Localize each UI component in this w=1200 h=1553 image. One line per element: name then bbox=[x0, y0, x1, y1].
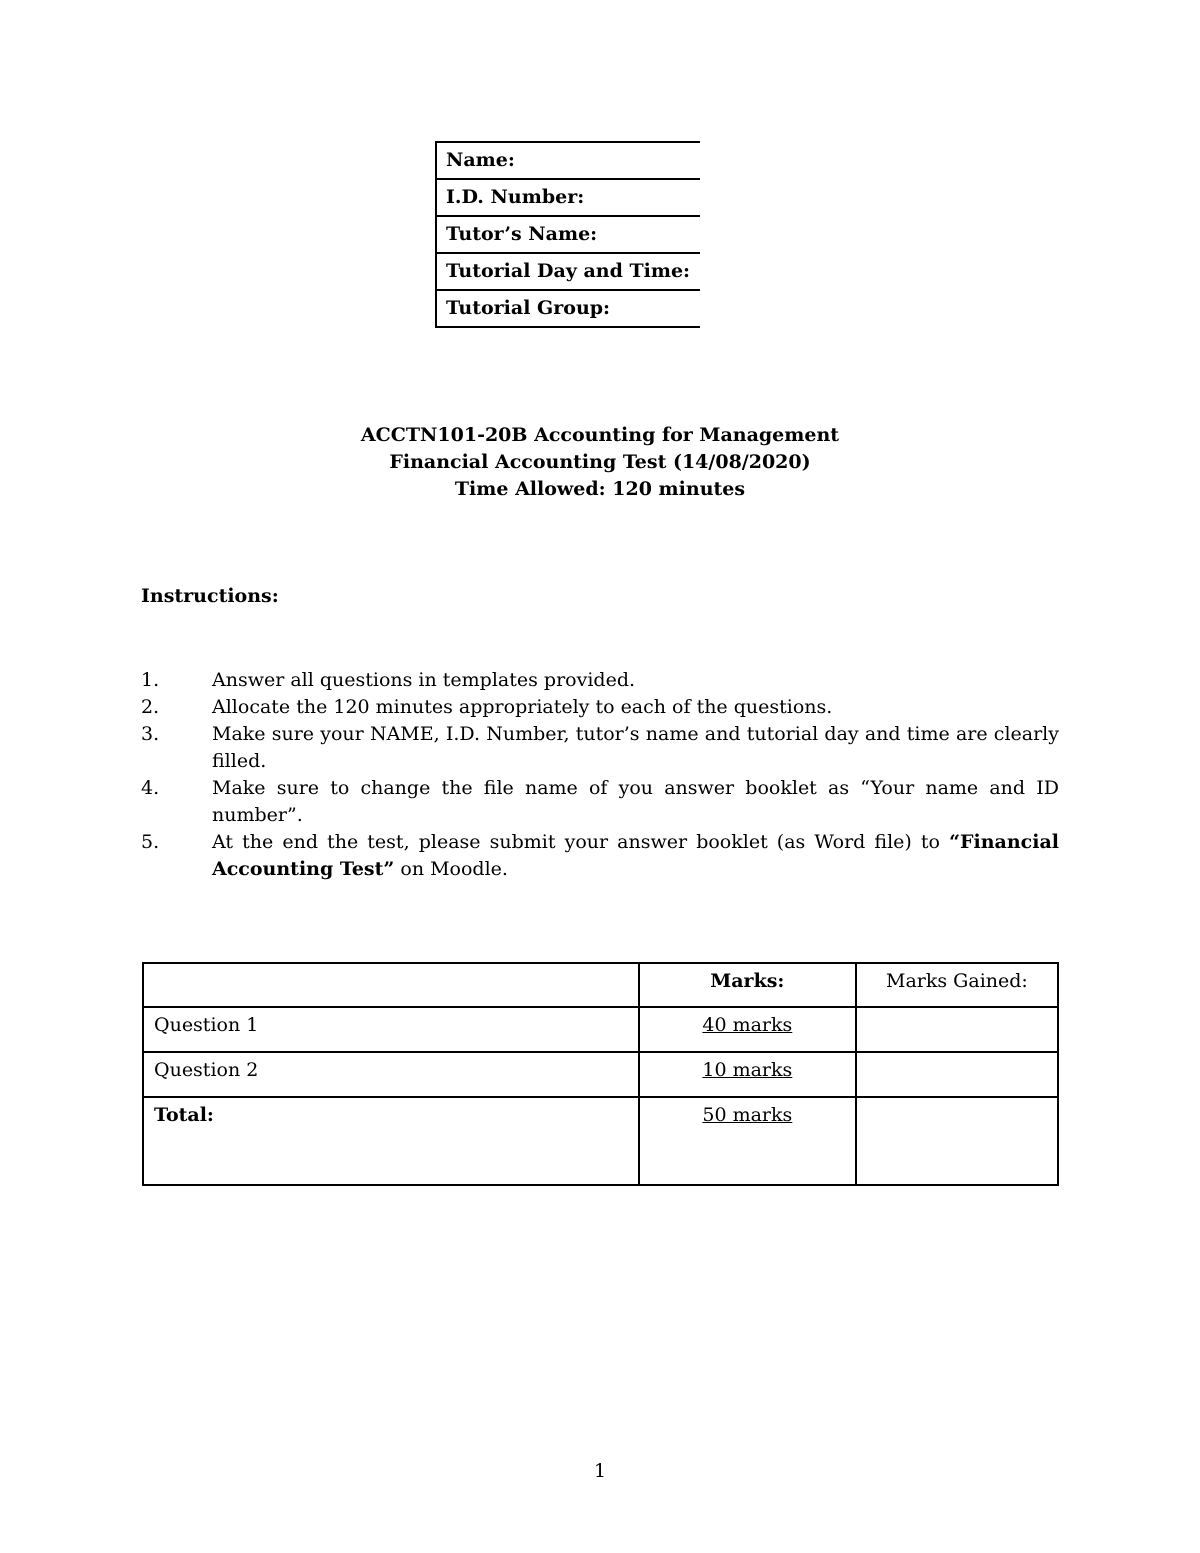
page-number: 1 bbox=[593, 1460, 607, 1482]
question-marks: 10 marks bbox=[639, 1052, 856, 1097]
instruction-text: Make sure your NAME, I.D. Number, tutor’s name and tutorial day and time are clearly filled. bbox=[212, 723, 1059, 772]
moodle-submission-name: “Financial Accounting Test” bbox=[212, 831, 1059, 880]
student-info-table bbox=[435, 141, 700, 328]
name-field: Name: bbox=[436, 142, 700, 179]
total-marks: 50 marks bbox=[639, 1097, 856, 1185]
instruction-text-part: At the end the test, please submit your answer booklet (as Word file) to bbox=[212, 831, 950, 853]
table-row bbox=[143, 1007, 1058, 1052]
time-allowed: Time Allowed: 120 minutes bbox=[454, 478, 746, 500]
instruction-number: 2. bbox=[141, 696, 160, 718]
header-cell-blank bbox=[143, 963, 639, 1007]
instruction-text: Answer all questions in templates provided. bbox=[212, 669, 636, 691]
marks-gained-cell bbox=[856, 1052, 1058, 1097]
student-info-row bbox=[436, 142, 700, 179]
instruction-text bbox=[212, 829, 1059, 883]
tutorial-day-time-field: Tutorial Day and Time: bbox=[436, 253, 700, 290]
instruction-text-part: on Moodle. bbox=[394, 858, 508, 880]
student-info-row bbox=[436, 179, 700, 216]
instruction-item bbox=[141, 667, 1059, 694]
table-row bbox=[143, 1052, 1058, 1097]
total-label: Total: bbox=[143, 1097, 639, 1185]
course-title: ACCTN101-20B Accounting for Management bbox=[360, 424, 840, 446]
instruction-number: 1. bbox=[141, 669, 160, 691]
instruction-number: 3. bbox=[141, 723, 160, 745]
question-label: Question 2 bbox=[143, 1052, 639, 1097]
instruction-number: 5. bbox=[141, 831, 160, 853]
tutor-name-field: Tutor’s Name: bbox=[436, 216, 700, 253]
question-marks: 40 marks bbox=[639, 1007, 856, 1052]
instruction-number: 4. bbox=[141, 777, 160, 799]
total-marks-gained-cell bbox=[856, 1097, 1058, 1185]
student-info-row bbox=[436, 290, 700, 327]
test-title: Financial Accounting Test (14/08/2020) bbox=[389, 451, 811, 473]
instruction-item bbox=[141, 829, 1059, 883]
title-block bbox=[0, 422, 1200, 503]
total-row bbox=[143, 1097, 1058, 1185]
instructions-heading: Instructions: bbox=[141, 585, 279, 607]
instruction-item bbox=[141, 775, 1059, 829]
question-label: Question 1 bbox=[143, 1007, 639, 1052]
marks-gained-cell bbox=[856, 1007, 1058, 1052]
instruction-list bbox=[141, 667, 1059, 883]
student-info-row bbox=[436, 253, 700, 290]
header-cell-marks-gained: Marks Gained: bbox=[856, 963, 1058, 1007]
instruction-item bbox=[141, 694, 1059, 721]
tutorial-group-field: Tutorial Group: bbox=[436, 290, 700, 327]
student-info-row bbox=[436, 216, 700, 253]
instruction-item bbox=[141, 721, 1059, 775]
marks-table-header-row bbox=[143, 963, 1058, 1007]
id-number-field: I.D. Number: bbox=[436, 179, 700, 216]
instruction-text: Allocate the 120 minutes appropriately to each of the questions. bbox=[212, 696, 833, 718]
header-cell-marks: Marks: bbox=[639, 963, 856, 1007]
marks-table bbox=[142, 962, 1059, 1186]
instruction-text: Make sure to change the file name of you answer booklet as “Your name and ID number”. bbox=[212, 777, 1059, 826]
